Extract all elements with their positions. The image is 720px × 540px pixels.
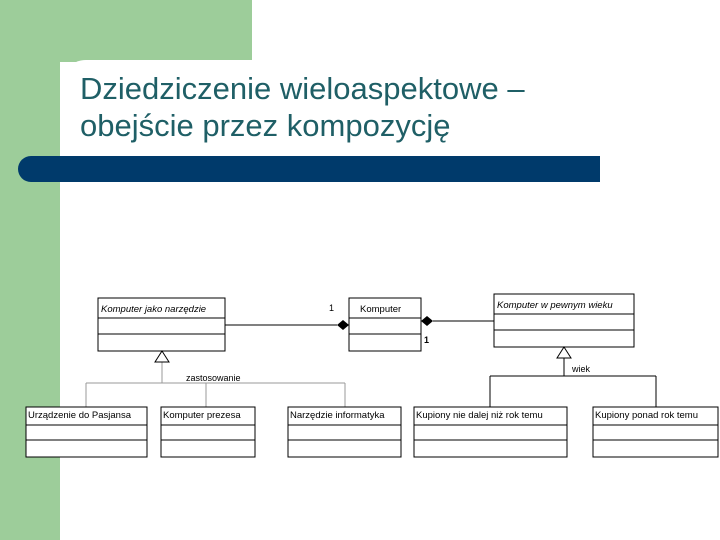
class-name: Kupiony ponad rok temu [595, 410, 698, 421]
class-name: Kupiony nie dalej niż rok temu [416, 410, 543, 421]
generalization-arrowhead-left [155, 351, 169, 362]
generalization-label-left: zastosowanie [186, 373, 241, 383]
class-kupiony-nie-dalej-niz-rok-temu [414, 407, 567, 457]
generalization-label-right: wiek [572, 364, 591, 374]
class-narzedzie-informatyka [288, 407, 401, 457]
composition-diamond [337, 320, 349, 330]
class-komputer-prezesa [161, 407, 255, 457]
slide-title-line-1: Dziedziczenie wieloaspektowe – [80, 71, 525, 106]
class-name: Urządzenie do Pasjansa [28, 410, 131, 421]
composition-diamond [421, 316, 433, 326]
composition-left [225, 320, 349, 330]
multiplicity-right: 1 [424, 335, 430, 345]
class-komputer-w-pewnym-wieku [494, 294, 634, 347]
generalization-tree-left [86, 362, 345, 407]
class-kupiony-ponad-rok-temu [593, 407, 718, 457]
slide-title-line-2: obejście przez kompozycję [80, 108, 451, 143]
class-name: Komputer w pewnym wieku [497, 300, 613, 311]
class-name: Narzędzie informatyka [290, 410, 385, 421]
class-komputer-jako-narzedzie [98, 298, 225, 351]
multiplicity-left: 1 [329, 303, 335, 313]
class-komputer [349, 298, 421, 351]
generalization-arrowhead-right [557, 347, 571, 358]
class-name: Komputer prezesa [163, 410, 241, 421]
class-urzadzenie-do-pasjansa [26, 407, 147, 457]
class-name: Komputer [360, 304, 402, 315]
class-name: Komputer jako narzędzie [101, 304, 207, 315]
composition-right [421, 316, 494, 326]
